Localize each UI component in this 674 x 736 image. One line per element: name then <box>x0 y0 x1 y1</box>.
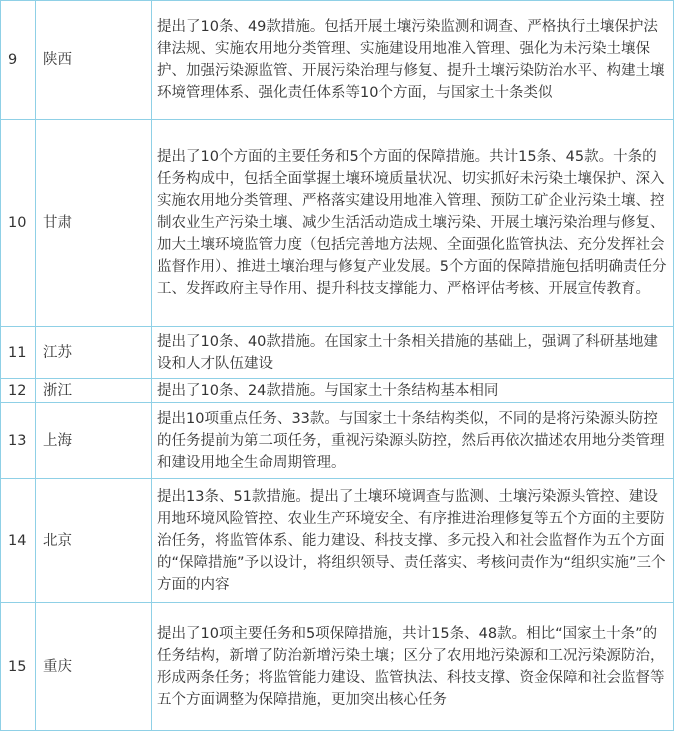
province-name: 浙江 <box>36 379 152 403</box>
province-name: 上海 <box>36 403 152 479</box>
table-row <box>1 327 674 379</box>
measure-description: 提出了10条、24款措施。与国家土十条结构基本相同 <box>152 379 674 403</box>
table-row <box>1 603 674 731</box>
province-name: 甘肃 <box>36 120 152 327</box>
table-row <box>1 1 674 120</box>
row-number: 14 <box>1 479 36 603</box>
measure-description: 提出13条、51款措施。提出了土壤环境调查与监测、土壤污染源头管控、建设用地环境风险管控、农业生产环境安全、有序推进治理修复等五个方面的主要防治任务，将监管体系、能力建设、科技支撑、多元投入和社会监督作为五个方面的“保障措施”予以设计，将组织领导、责任落实、考核问责作为“组织实施”三个方面的内容 <box>152 479 674 603</box>
province-name: 北京 <box>36 479 152 603</box>
measure-description: 提出10项重点任务、33款。与国家土十条结构类似，不同的是将污染源头防控的任务提前为第二项任务，重视污染源头防控，然后再依次描述农用地分类管理和建设用地全生命周期管理。 <box>152 403 674 479</box>
province-name: 重庆 <box>36 603 152 731</box>
row-number: 11 <box>1 327 36 379</box>
row-number: 13 <box>1 403 36 479</box>
measure-description: 提出了10项主要任务和5项保障措施，共计15条、48款。相比“国家土十条”的任务结构，新增了防治新增污染土壤；区分了农用地污染源和工况污染源防治，形成两条任务；将监管能力建设、监管执法、科技支撑、资金保障和社会监督等五个方面调整为保障措施，更加突出核心任务 <box>152 603 674 731</box>
table-row <box>1 379 674 403</box>
measure-description: 提出了10条、40款措施。在国家土十条相关措施的基础上，强调了科研基地建设和人才队伍建设 <box>152 327 674 379</box>
table-row <box>1 120 674 327</box>
table-row <box>1 403 674 479</box>
table-row <box>1 479 674 603</box>
province-name: 江苏 <box>36 327 152 379</box>
measure-description: 提出了10个方面的主要任务和5个方面的保障措施。共计15条、45款。十条的任务构成中，包括全面掌握土壤环境质量状况、切实抓好未污染土壤保护、深入实施农用地分类管理、严格落实建设用地准入管理、预防工矿企业污染土壤、控制农业生产污染土壤、减少生活活动造成土壤污染、开展土壤污染治理与修复、加大土壤环境监管力度（包括完善地方法规、全面强化监管执法、充分发挥社会监督作用）、推进土壤治理与修复产业发展。5个方面的保障措施包括明确责任分工、发挥政府主导作用、提升科技支撑能力、严格评估考核、开展宣传教育。 <box>152 120 674 327</box>
row-number: 12 <box>1 379 36 403</box>
measure-description: 提出了10条、49款措施。包括开展土壤污染监测和调查、严格执行土壤保护法律法规、实施农用地分类管理、实施建设用地准入管理、强化为未污染土壤保护、加强污染源监管、开展污染治理与修复、提升土壤污染防治水平、构建土壤环境管理体系、强化责任体系等10个方面，与国家土十条类似 <box>152 1 674 120</box>
row-number: 9 <box>1 1 36 120</box>
row-number: 10 <box>1 120 36 327</box>
province-name: 陕西 <box>36 1 152 120</box>
row-number: 15 <box>1 603 36 731</box>
